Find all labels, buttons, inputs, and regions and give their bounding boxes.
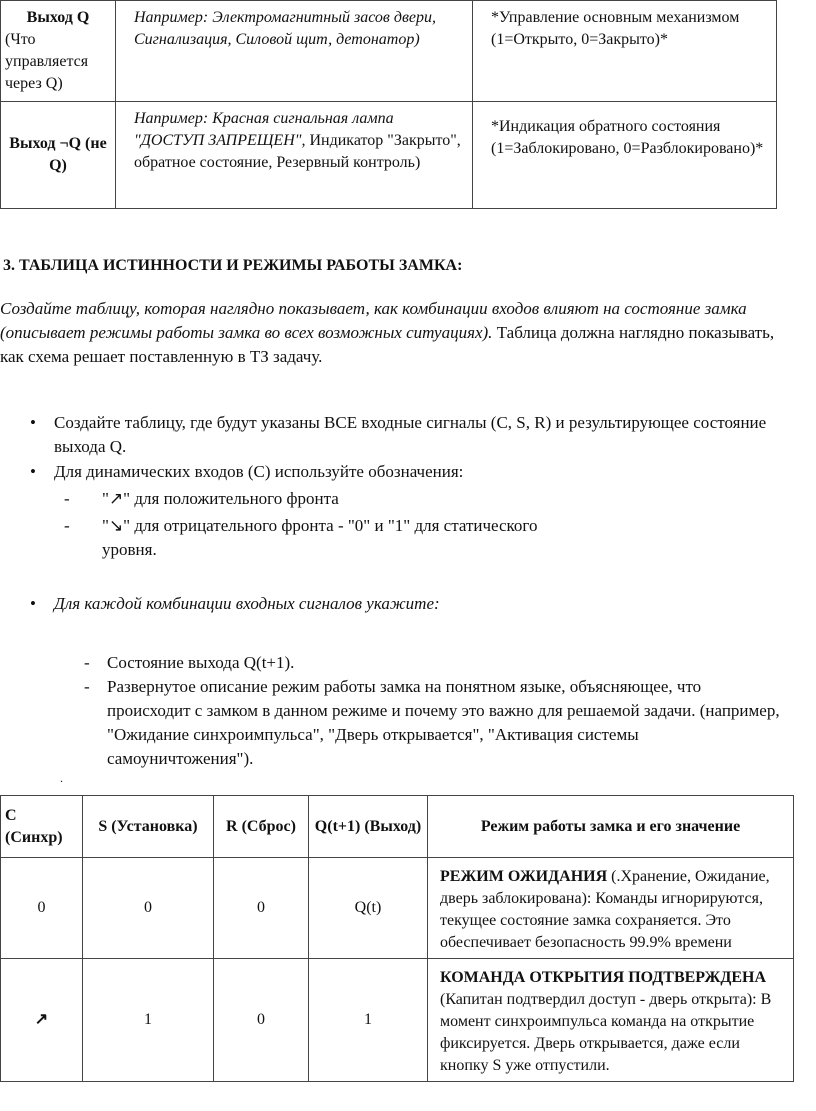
col-header-r: R (Сброс) (214, 796, 309, 858)
outputs-table (0, 0, 777, 209)
cell-c: 0 (1, 858, 83, 959)
row-label: Выход ¬Q (не Q) (1, 102, 116, 209)
mode-title: РЕЖИМ ОЖИДАНИЯ (440, 868, 608, 885)
cell-q: 1 (309, 959, 428, 1082)
table-row (1, 102, 777, 209)
bullet-item: Для каждой комбинации входных сигналов укажите: (54, 594, 440, 613)
mode-desc: (.Хранение, Ожидание, дверь заблокирована): Команды игнорируются, текущее состояние замка сохраняется. Это обеспечивает безопасность 99.9% времени (440, 868, 770, 951)
header-row (1, 796, 794, 858)
dash-item: Развернутое описание режим работы замка на понятном языке, объясняющее, что происходит с замком в данном режиме и почему это важно для решаемой задачи. (например, "Ожидание синхроимпульса", "Дверь открывается", "Активация системы самоуничтожения"). (107, 677, 780, 768)
cell-c: ↗ (1, 959, 83, 1082)
dash-icon: - (64, 489, 70, 508)
dash-icon: - (84, 677, 90, 696)
cell-mode (428, 858, 794, 959)
table-row (1, 858, 794, 959)
stray-dot: . (60, 771, 63, 785)
cell-r: 0 (214, 858, 309, 959)
example-cell (116, 102, 473, 209)
bullet-icon: • (30, 594, 36, 613)
label: Выход Q (26, 9, 90, 26)
cell-r: 0 (214, 959, 309, 1082)
intro-rest: Таблица должна наглядно показывать, как схема решает поставленную в ТЗ задачу. (0, 323, 775, 366)
example-rest: Индикатор "Закрыто", обратное состояние, Резервный контроль) (134, 132, 461, 171)
cell-s: 0 (83, 858, 214, 959)
meaning-cell: *Управление основным механизмом (1=Открыто, 0=Закрыто)* (473, 1, 777, 102)
bullet-icon: • (30, 413, 36, 432)
example-italic: Например: Красная сигнальная лампа "ДОСТУП ЗАПРЕЩЕН", (134, 110, 394, 149)
mode-title: КОМАНДА ОТКРЫТИЯ ПОДТВЕРЖДЕНА (440, 969, 767, 986)
table-row (1, 959, 794, 1082)
col-header-mode: Режим работы замка и его значение (428, 796, 794, 858)
table-row (1, 1, 777, 102)
cell-mode (428, 959, 794, 1082)
col-header-q: Q(t+1) (Выход) (309, 796, 428, 858)
bullet-item: Создайте таблицу, где будут указаны ВСЕ входные сигналы (C, S, R) и результирующее состояние выхода Q. (54, 413, 767, 456)
intro-italic: Создайте таблицу, которая наглядно показывает, как комбинации входов влияют на состояние замка (описывает режимы работы замка во всех возможных ситуациях). (0, 299, 747, 342)
bullet-item: Для динамических входов (C) используйте обозначения: (54, 462, 464, 481)
col-header-c: C (Синхр) (1, 796, 83, 858)
sub-dash-item: "↘" для отрицательного фронта - "0" и "1" для статического уровня. (102, 516, 538, 559)
example-cell: Например: Электромагнитный засов двери, Сигнализация, Силовой щит, детонатор) (116, 1, 473, 102)
bullet-icon: • (30, 462, 36, 481)
section-heading: 3. ТАБЛИЦА ИСТИННОСТИ И РЕЖИМЫ РАБОТЫ ЗАМКА: (3, 257, 463, 274)
sublabel: (Что управляется через Q) (5, 31, 89, 92)
col-header-s: S (Установка) (83, 796, 214, 858)
row-label (1, 1, 116, 102)
sub-dash-item: "↗" для положительного фронта (102, 489, 339, 508)
dash-icon: - (64, 516, 70, 535)
dash-icon: - (84, 653, 90, 672)
truth-table (0, 795, 794, 1082)
intro-paragraph (0, 297, 800, 369)
cell-s: 1 (83, 959, 214, 1082)
cell-q: Q(t) (309, 858, 428, 959)
mode-desc: (Капитан подтвердил доступ - дверь открыта): В момент синхроимпульса команда на открытие фиксируется. Дверь открывается, даже если кнопку S уже отпустили. (440, 991, 772, 1074)
meaning-cell: *Индикация обратного состояния (1=Заблокировано, 0=Разблокировано)* (473, 102, 777, 209)
dash-item: Состояние выхода Q(t+1). (107, 653, 295, 672)
